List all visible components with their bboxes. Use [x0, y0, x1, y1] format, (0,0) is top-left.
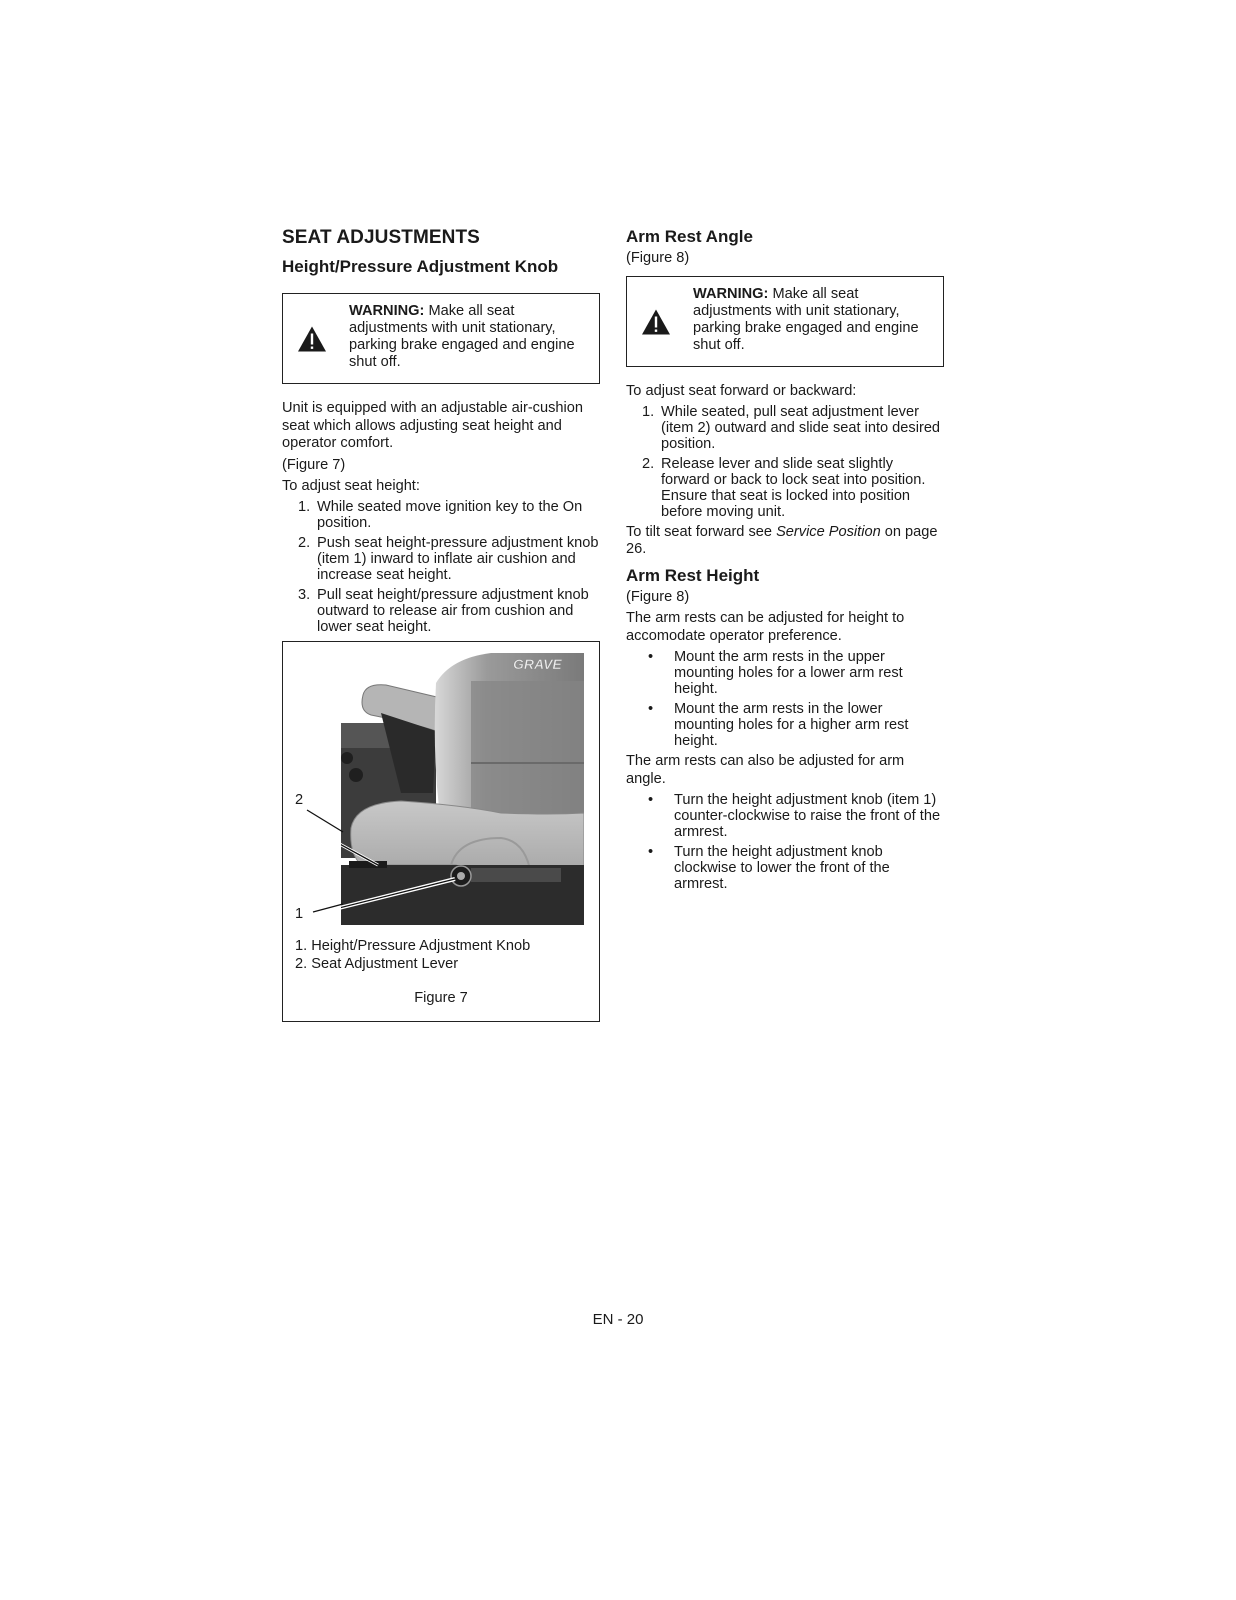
- figure-reference: (Figure 8): [626, 250, 690, 266]
- figure-reference: (Figure 7): [282, 456, 346, 473]
- callout-2: 2: [295, 791, 304, 808]
- intro-paragraph: Unit is equipped with an adjustable air-cushion seat which allows adjusting seat height and operator comfort.: [282, 400, 583, 451]
- figure-reference: (Figure 8): [626, 589, 690, 605]
- callout-leaders: [283, 642, 353, 932]
- bullet-item: • Turn the height adjustment knob clockwise to lower the front of the armrest.: [648, 844, 890, 892]
- seat-height-steps: [282, 499, 600, 635]
- figure-7: [282, 641, 600, 1022]
- seat-position-steps: [626, 404, 944, 520]
- seat-photo: [341, 653, 584, 925]
- service-position-reference: Service Position: [776, 524, 881, 540]
- page-number: EN - 20: [592, 1311, 644, 1328]
- subsection-title-arm-rest-height: Arm Rest Height: [626, 566, 760, 585]
- step-item: 1. While seated, pull seat adjustment lever (item 2) outward and slide seat into desired position.: [642, 404, 941, 452]
- step-item: 2. Release lever and slide seat slightly forward or back to lock seat into position. Ensure that seat is locked into position before moving unit.: [642, 456, 926, 520]
- figure-legend: [295, 937, 530, 973]
- warning-label: WARNING:: [349, 303, 425, 319]
- steps-heading: To adjust seat height:: [282, 477, 420, 494]
- warning-label: WARNING:: [693, 286, 769, 302]
- legend-item: 2. Seat Adjustment Lever: [295, 955, 459, 972]
- bullet-item: • Mount the arm rests in the lower mounting holes for a higher arm rest height.: [648, 701, 909, 749]
- steps-heading: To adjust seat forward or backward:: [626, 383, 857, 399]
- arm-angle-intro: The arm rests can also be adjusted for arm angle.: [626, 753, 905, 787]
- bullet-item: • Turn the height adjustment knob (item 1) counter-clockwise to raise the front of the armrest.: [648, 792, 941, 840]
- tilt-note: To tilt seat forward see Service Position on page 26.: [626, 524, 938, 557]
- subsection-title-arm-rest-angle: Arm Rest Angle: [626, 227, 753, 246]
- warning-triangle-icon: [297, 325, 327, 352]
- section-title: SEAT ADJUSTMENTS: [282, 227, 480, 248]
- figure-caption: Figure 7: [414, 989, 468, 1006]
- right-column: [626, 226, 944, 896]
- arm-rest-intro: The arm rests can be adjusted for height to accomodate operator preference.: [626, 610, 905, 644]
- brand-emblem: GRAVE: [513, 655, 562, 672]
- warning-triangle-icon: [641, 308, 671, 335]
- legend-item: 1. Height/Pressure Adjustment Knob: [295, 937, 531, 954]
- warning-box: [626, 276, 944, 367]
- subsection-title-height-pressure: Height/Pressure Adjustment Knob: [282, 257, 559, 276]
- arm-rest-angle-bullets: [626, 792, 944, 892]
- callout-1: 1: [295, 905, 304, 922]
- warning-text: WARNING: Make all seat adjustments with unit stationary, parking brake engaged and engine shut off.: [349, 303, 575, 370]
- step-item: 1. While seated move ignition key to the On position.: [298, 498, 583, 531]
- step-item: 2. Push seat height-pressure adjustment knob (item 1) inward to inflate air cushion and increase seat height.: [298, 534, 599, 583]
- warning-box: [282, 293, 600, 384]
- bullet-item: • Mount the arm rests in the upper mounting holes for a lower arm rest height.: [648, 649, 903, 697]
- step-item: 3. Pull seat height/pressure adjustment knob outward to release air from cushion and lower seat height.: [298, 586, 589, 635]
- seat-illustration: [341, 653, 584, 925]
- left-column: [282, 226, 600, 1022]
- arm-rest-height-bullets: [626, 649, 944, 749]
- warning-text: WARNING: Make all seat adjustments with unit stationary, parking brake engaged and engine shut off.: [693, 286, 919, 353]
